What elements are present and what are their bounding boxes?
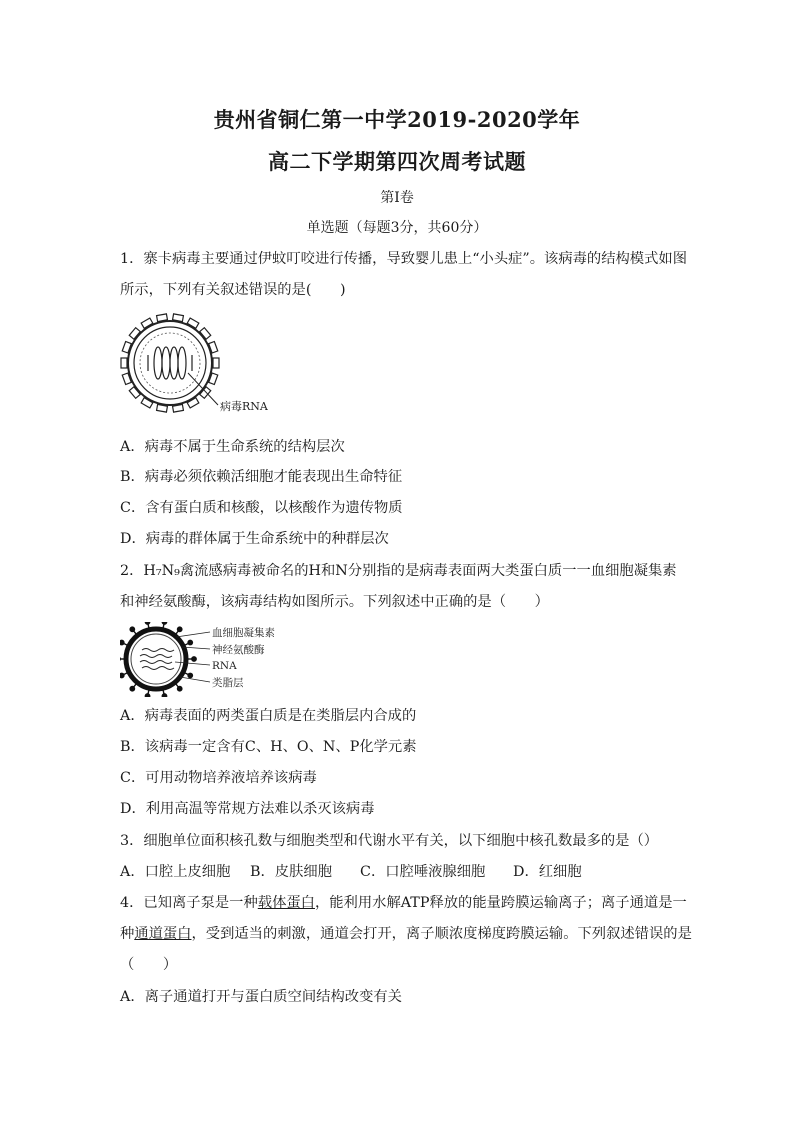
lipid-layer (126, 629, 186, 689)
spike-protein (157, 314, 168, 322)
q4-option-a[interactable]: A．离子通道打开与蛋白质空间结构改变有关 (120, 989, 402, 1005)
q1-virus-diagram (118, 313, 288, 418)
q4-term-carrier-protein[interactable]: 载体蛋白 (257, 895, 315, 911)
surface-protein-head (130, 687, 134, 691)
q4-stem-line1 (120, 893, 687, 913)
q4-text: 种 (120, 926, 135, 942)
rna-strands (140, 649, 174, 670)
surface-protein-head (162, 622, 166, 624)
q2-option-b[interactable]: B．该病毒一定含有C、H、O、N、P化学元素 (120, 739, 417, 755)
q2-virus-diagram (120, 622, 310, 697)
spike-protein (129, 328, 140, 340)
q4-text: ，能利用水解ATP释放的能量跨膜运输离子；离子通道是一 (314, 895, 687, 911)
surface-protein-head (145, 622, 149, 624)
spike-protein (129, 387, 140, 399)
q2-option-d[interactable]: D．利用高温等常规方法难以杀灭该病毒 (120, 801, 375, 817)
q3-option-c[interactable]: C．口腔唾液腺细胞 (360, 864, 486, 880)
q1-stem-line2: 所示，下列有关叙述错误的是( ) (120, 282, 346, 298)
q1-figure-label: 病毒RNA (220, 400, 268, 413)
label-hemagglutinin: 血细胞凝集素 (212, 627, 275, 639)
label-rna: RNA (212, 660, 237, 672)
q3-option-b[interactable]: B．皮肤细胞 (250, 864, 332, 880)
q1-option-d[interactable]: D．病毒的群体属于生命系统中的种群层次 (120, 531, 389, 547)
surface-protein-head (162, 694, 166, 697)
volume-label: 第Ⅰ卷 (380, 190, 414, 206)
rna-coil (148, 347, 192, 379)
q2-stem-line2: 和神经氨酸酶，该病毒结构如图所示。下列叙述中正确的是（ ） (120, 594, 549, 610)
q1-option-a[interactable]: A．病毒不属于生命系统的结构层次 (120, 439, 345, 455)
q4-stem-line3: （ ） (120, 957, 178, 973)
q4-stem-line2 (120, 924, 692, 944)
surface-protein-head (177, 627, 181, 631)
spike-protein (213, 358, 219, 368)
spike-protein (187, 398, 199, 408)
exam-title-line1: 贵州省铜仁第一中学2019-2020学年 (213, 107, 581, 132)
label-neuraminidase: 神经氨酸酶 (212, 644, 265, 656)
q3-option-a[interactable]: A．口腔上皮细胞 (120, 864, 231, 880)
q2-option-a[interactable]: A．病毒表面的两类蛋白质是在类脂层内合成的 (120, 708, 417, 724)
q3-option-d[interactable]: D．红细胞 (513, 864, 582, 880)
spike-protein (141, 318, 153, 328)
spike-protein (121, 358, 127, 368)
spike-protein (187, 318, 199, 328)
q3-options-row (120, 862, 582, 882)
surface-protein-head (177, 687, 181, 691)
q4-text: ，受到适当的刺激，通道会打开，离子顺浓度梯度跨膜运输。下列叙述错误的是 (191, 926, 692, 942)
spike-protein (173, 314, 184, 322)
q1-stem-line1: 1．寨卡病毒主要通过伊蚊叮咬进行传播，导致婴儿患上“小头症”。该病毒的结构模式如图 (120, 251, 687, 267)
q1-option-b[interactable]: B．病毒必须依赖活细胞才能表现出生命特征 (120, 469, 403, 485)
surface-protein-head (188, 640, 192, 644)
spike-protein (200, 387, 211, 399)
spike-protein (157, 404, 168, 412)
q2-option-c[interactable]: C．可用动物培养液培养该病毒 (120, 770, 317, 786)
label-lipid-layer: 类脂层 (212, 677, 244, 689)
spike-protein (141, 398, 153, 408)
q4-term-channel-protein[interactable]: 通道蛋白 (134, 926, 192, 942)
surface-protein-head (120, 640, 124, 644)
exam-title-line2: 高二下学期第四次周考试题 (268, 149, 526, 174)
q1-option-c[interactable]: C．含有蛋白质和核酸，以核酸作为遗传物质 (120, 500, 403, 516)
q3-stem: 3．细胞单位面积核孔数与细胞类型和代谢水平有关，以下细胞中核孔数最多的是（） (120, 833, 659, 849)
spike-protein (200, 328, 211, 340)
spike-protein (173, 404, 184, 412)
surface-protein-head (130, 627, 134, 631)
surface-protein-head (188, 673, 192, 677)
q4-text: 4．已知离子泵是一种 (120, 895, 258, 911)
surface-protein-head (145, 694, 149, 697)
section-heading: 单选题（每题3分，共60分） (306, 220, 488, 236)
surface-protein-head (192, 657, 196, 661)
q2-stem-line1: 2．H₇N₉禽流感病毒被命名的H和N分别指的是病毒表面两大类蛋白质一一血细胞凝集素 (120, 563, 677, 579)
surface-protein-head (120, 673, 124, 677)
